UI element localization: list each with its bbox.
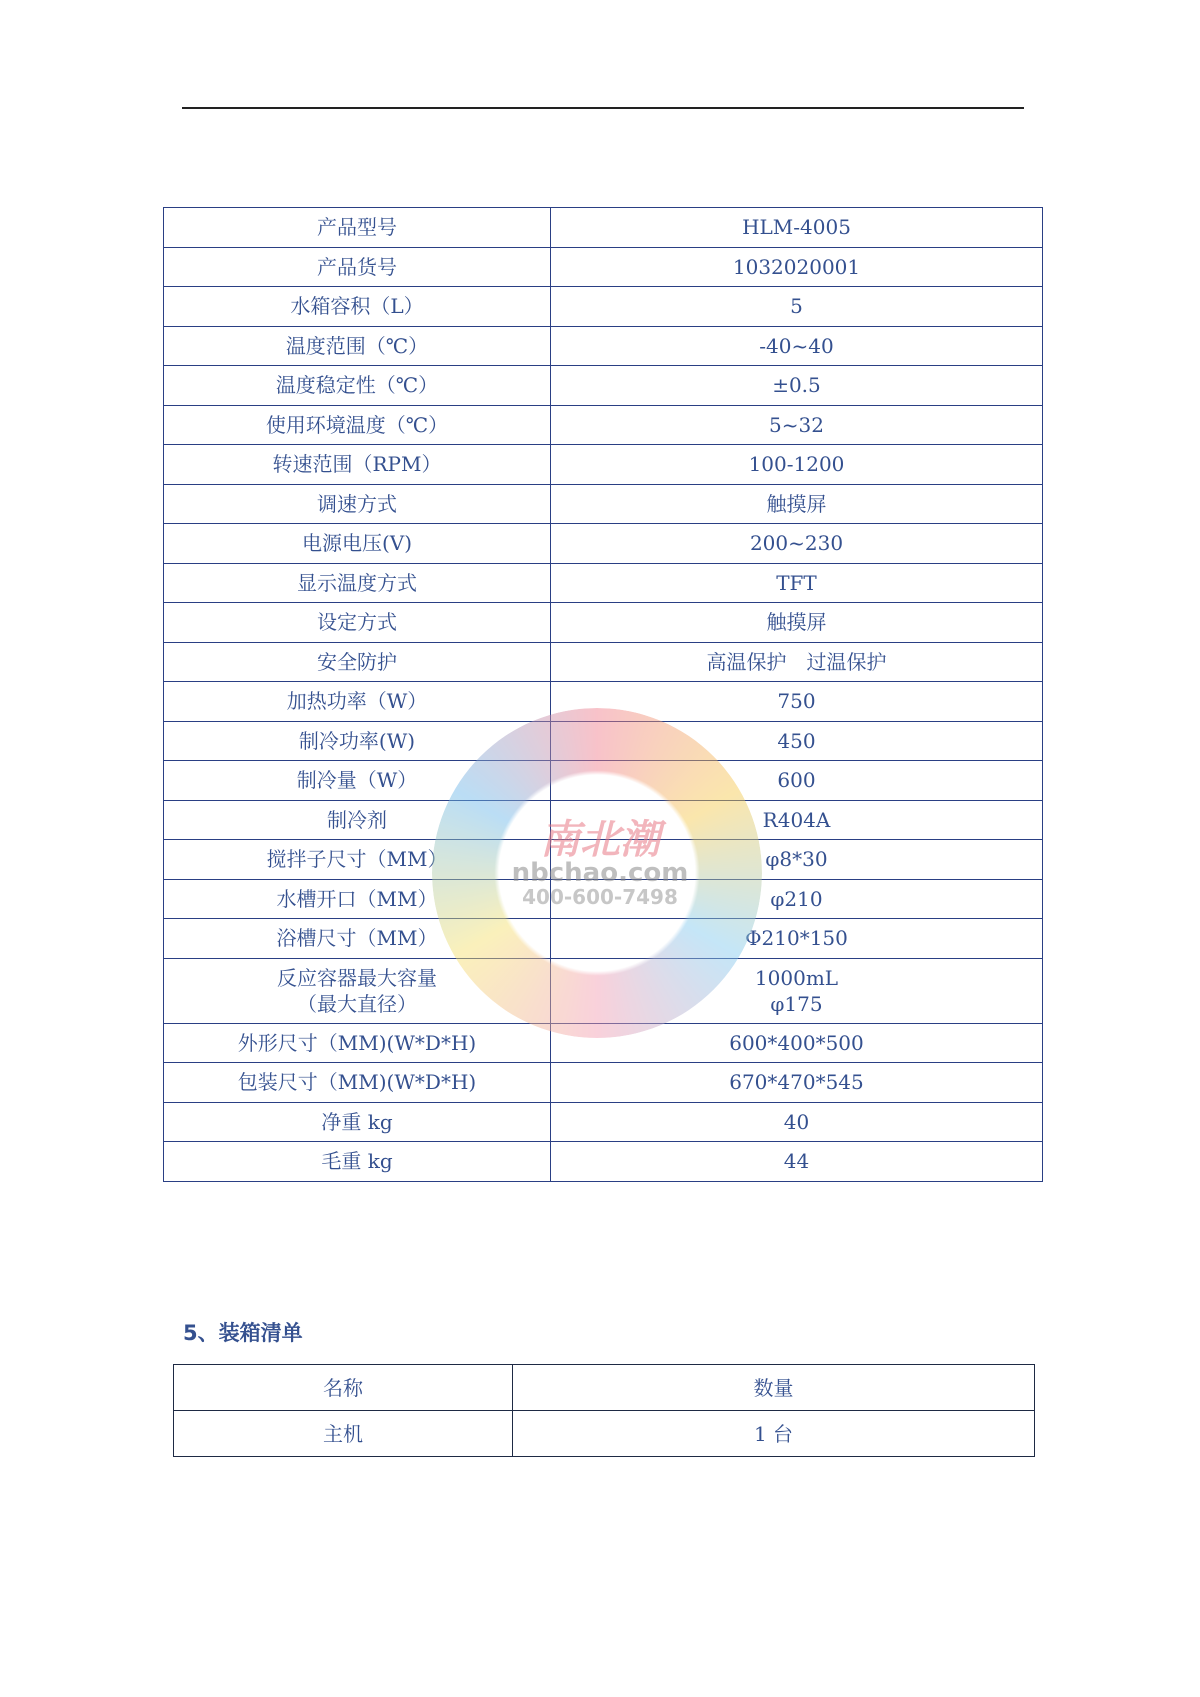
- cell-text: 净重 kg: [321, 1109, 393, 1134]
- spec-value: [551, 840, 1043, 880]
- spec-row: [164, 405, 1043, 445]
- cell-text: 使用环境温度（℃）: [265, 412, 449, 437]
- spec-row: [164, 366, 1043, 406]
- cell-text: 44: [783, 1149, 810, 1174]
- cell-text: φ210: [770, 886, 823, 911]
- cell-text: -40~40: [759, 333, 834, 358]
- cell-text: 调速方式: [317, 491, 397, 516]
- spec-row: [164, 326, 1043, 366]
- spec-label: [164, 524, 551, 564]
- spec-row: [164, 1102, 1043, 1142]
- spec-row: [164, 524, 1043, 564]
- cell-text: 100-1200: [748, 452, 845, 477]
- cell-text: 670*470*545: [729, 1070, 864, 1095]
- spec-value: [551, 326, 1043, 366]
- cell-text: 5: [790, 294, 803, 319]
- spec-label: [164, 484, 551, 524]
- spec-label: [164, 326, 551, 366]
- cell-text: 1032020001: [732, 254, 861, 279]
- spec-value: [551, 1063, 1043, 1103]
- header-qty: 数量: [513, 1365, 1035, 1411]
- section-title: 5、装箱清单: [183, 1321, 303, 1345]
- spec-value: [551, 1142, 1043, 1182]
- spec-value: [551, 1023, 1043, 1063]
- spec-label: [164, 366, 551, 406]
- cell-text: 600*400*500: [729, 1030, 864, 1055]
- spec-row: [164, 603, 1043, 643]
- cell-text: 电源电压(V): [301, 531, 413, 556]
- spec-label: [164, 721, 551, 761]
- header-rule: [182, 107, 1024, 109]
- spec-value: [551, 1102, 1043, 1142]
- cell-text: HLM-4005: [742, 215, 851, 240]
- cell-text: 产品型号: [317, 215, 397, 240]
- cell-text: 反应容器最大容量: [277, 965, 437, 990]
- spec-value: [551, 287, 1043, 327]
- spec-value: [551, 721, 1043, 761]
- spec-label: [164, 247, 551, 287]
- spec-table: [163, 207, 1043, 1182]
- spec-label: [164, 879, 551, 919]
- packing-header-row: [174, 1365, 1035, 1411]
- spec-label: [164, 919, 551, 959]
- cell-text: 水槽开口（MM）: [276, 886, 438, 911]
- spec-label: [164, 800, 551, 840]
- spec-value: [551, 405, 1043, 445]
- spec-row: [164, 287, 1043, 327]
- spec-value: [551, 603, 1043, 643]
- cell-text: Φ210*150: [745, 926, 848, 951]
- cell-text: 加热功率（W）: [286, 689, 428, 714]
- spec-value: [551, 642, 1043, 682]
- cell-text: 设定方式: [317, 610, 397, 635]
- spec-row: [164, 1023, 1043, 1063]
- spec-value: [551, 484, 1043, 524]
- cell-text: φ175: [770, 991, 823, 1016]
- cell-text: φ8*30: [765, 847, 828, 872]
- spec-label: [164, 761, 551, 801]
- spec-value: [551, 247, 1043, 287]
- spec-row: [164, 247, 1043, 287]
- cell-text: 制冷剂: [327, 807, 387, 832]
- watermark-phone: 400-600-7498: [522, 885, 678, 909]
- spec-label: [164, 603, 551, 643]
- spec-row: [164, 958, 1043, 1023]
- spec-value: [551, 563, 1043, 603]
- cell-text: 安全防护: [317, 649, 397, 674]
- spec-label: [164, 958, 551, 1023]
- spec-row: [164, 800, 1043, 840]
- spec-value: [551, 445, 1043, 485]
- cell-text: 750: [777, 689, 816, 714]
- spec-label: [164, 287, 551, 327]
- spec-label: [164, 1063, 551, 1103]
- item-qty: 1 台: [513, 1411, 1035, 1457]
- spec-value: [551, 919, 1043, 959]
- cell-text: 40: [783, 1109, 810, 1134]
- spec-row: [164, 208, 1043, 248]
- cell-text: 高温保护 过温保护: [706, 649, 887, 674]
- spec-row: [164, 682, 1043, 722]
- spec-row: [164, 840, 1043, 880]
- spec-label: [164, 642, 551, 682]
- spec-row: [164, 445, 1043, 485]
- packing-table: [173, 1364, 1035, 1457]
- cell-text: 转速范围（RPM）: [272, 452, 442, 477]
- spec-row: [164, 642, 1043, 682]
- cell-text: 5~32: [769, 412, 824, 437]
- cell-text: 显示温度方式: [297, 570, 417, 595]
- cell-text: 搅拌子尺寸（MM）: [266, 847, 448, 872]
- spec-value: [551, 879, 1043, 919]
- watermark-en: nbchao.com: [511, 858, 689, 888]
- header-name: 名称: [174, 1365, 513, 1411]
- spec-value: [551, 958, 1043, 1023]
- cell-text: 外形尺寸（MM)(W*D*H): [237, 1030, 477, 1055]
- cell-text: 浴槽尺寸（MM）: [276, 926, 438, 951]
- spec-value: [551, 208, 1043, 248]
- cell-text: 包装尺寸（MM)(W*D*H): [237, 1070, 477, 1095]
- spec-row: [164, 879, 1043, 919]
- cell-text: 产品货号: [317, 254, 397, 279]
- cell-text: ±0.5: [772, 373, 821, 398]
- cell-text: 制冷功率(W): [298, 728, 416, 753]
- cell-text: 水箱容积（L）: [290, 294, 424, 319]
- spec-value: [551, 761, 1043, 801]
- spec-row: [164, 484, 1043, 524]
- spec-label: [164, 445, 551, 485]
- spec-label: [164, 1023, 551, 1063]
- spec-row: [164, 1142, 1043, 1182]
- spec-label: [164, 840, 551, 880]
- spec-row: [164, 721, 1043, 761]
- cell-text: 触摸屏: [766, 491, 827, 516]
- spec-label: [164, 682, 551, 722]
- cell-text: （最大直径）: [297, 991, 417, 1016]
- cell-text: 1000mL: [754, 965, 839, 990]
- spec-label: [164, 1142, 551, 1182]
- spec-value: [551, 524, 1043, 564]
- cell-text: 200~230: [749, 531, 844, 556]
- spec-row: [164, 919, 1043, 959]
- spec-row: [164, 761, 1043, 801]
- item-name: 主机: [174, 1411, 513, 1457]
- spec-value: [551, 682, 1043, 722]
- cell-text: TFT: [776, 570, 817, 595]
- cell-text: 触摸屏: [766, 610, 827, 635]
- packing-row: [174, 1411, 1035, 1457]
- spec-label: [164, 405, 551, 445]
- cell-text: 温度稳定性（℃）: [275, 373, 439, 398]
- spec-label: [164, 208, 551, 248]
- spec-row: [164, 563, 1043, 603]
- spec-label: [164, 1102, 551, 1142]
- cell-text: R404A: [762, 807, 831, 832]
- cell-text: 温度范围（℃）: [285, 333, 429, 358]
- cell-text: 毛重 kg: [321, 1149, 393, 1174]
- spec-value: [551, 366, 1043, 406]
- cell-text: 600: [777, 768, 816, 793]
- watermark-cn: 南北潮: [540, 817, 660, 863]
- cell-text: 制冷量（W）: [296, 768, 418, 793]
- spec-value: [551, 800, 1043, 840]
- cell-text: 450: [777, 728, 816, 753]
- spec-label: [164, 563, 551, 603]
- spec-row: [164, 1063, 1043, 1103]
